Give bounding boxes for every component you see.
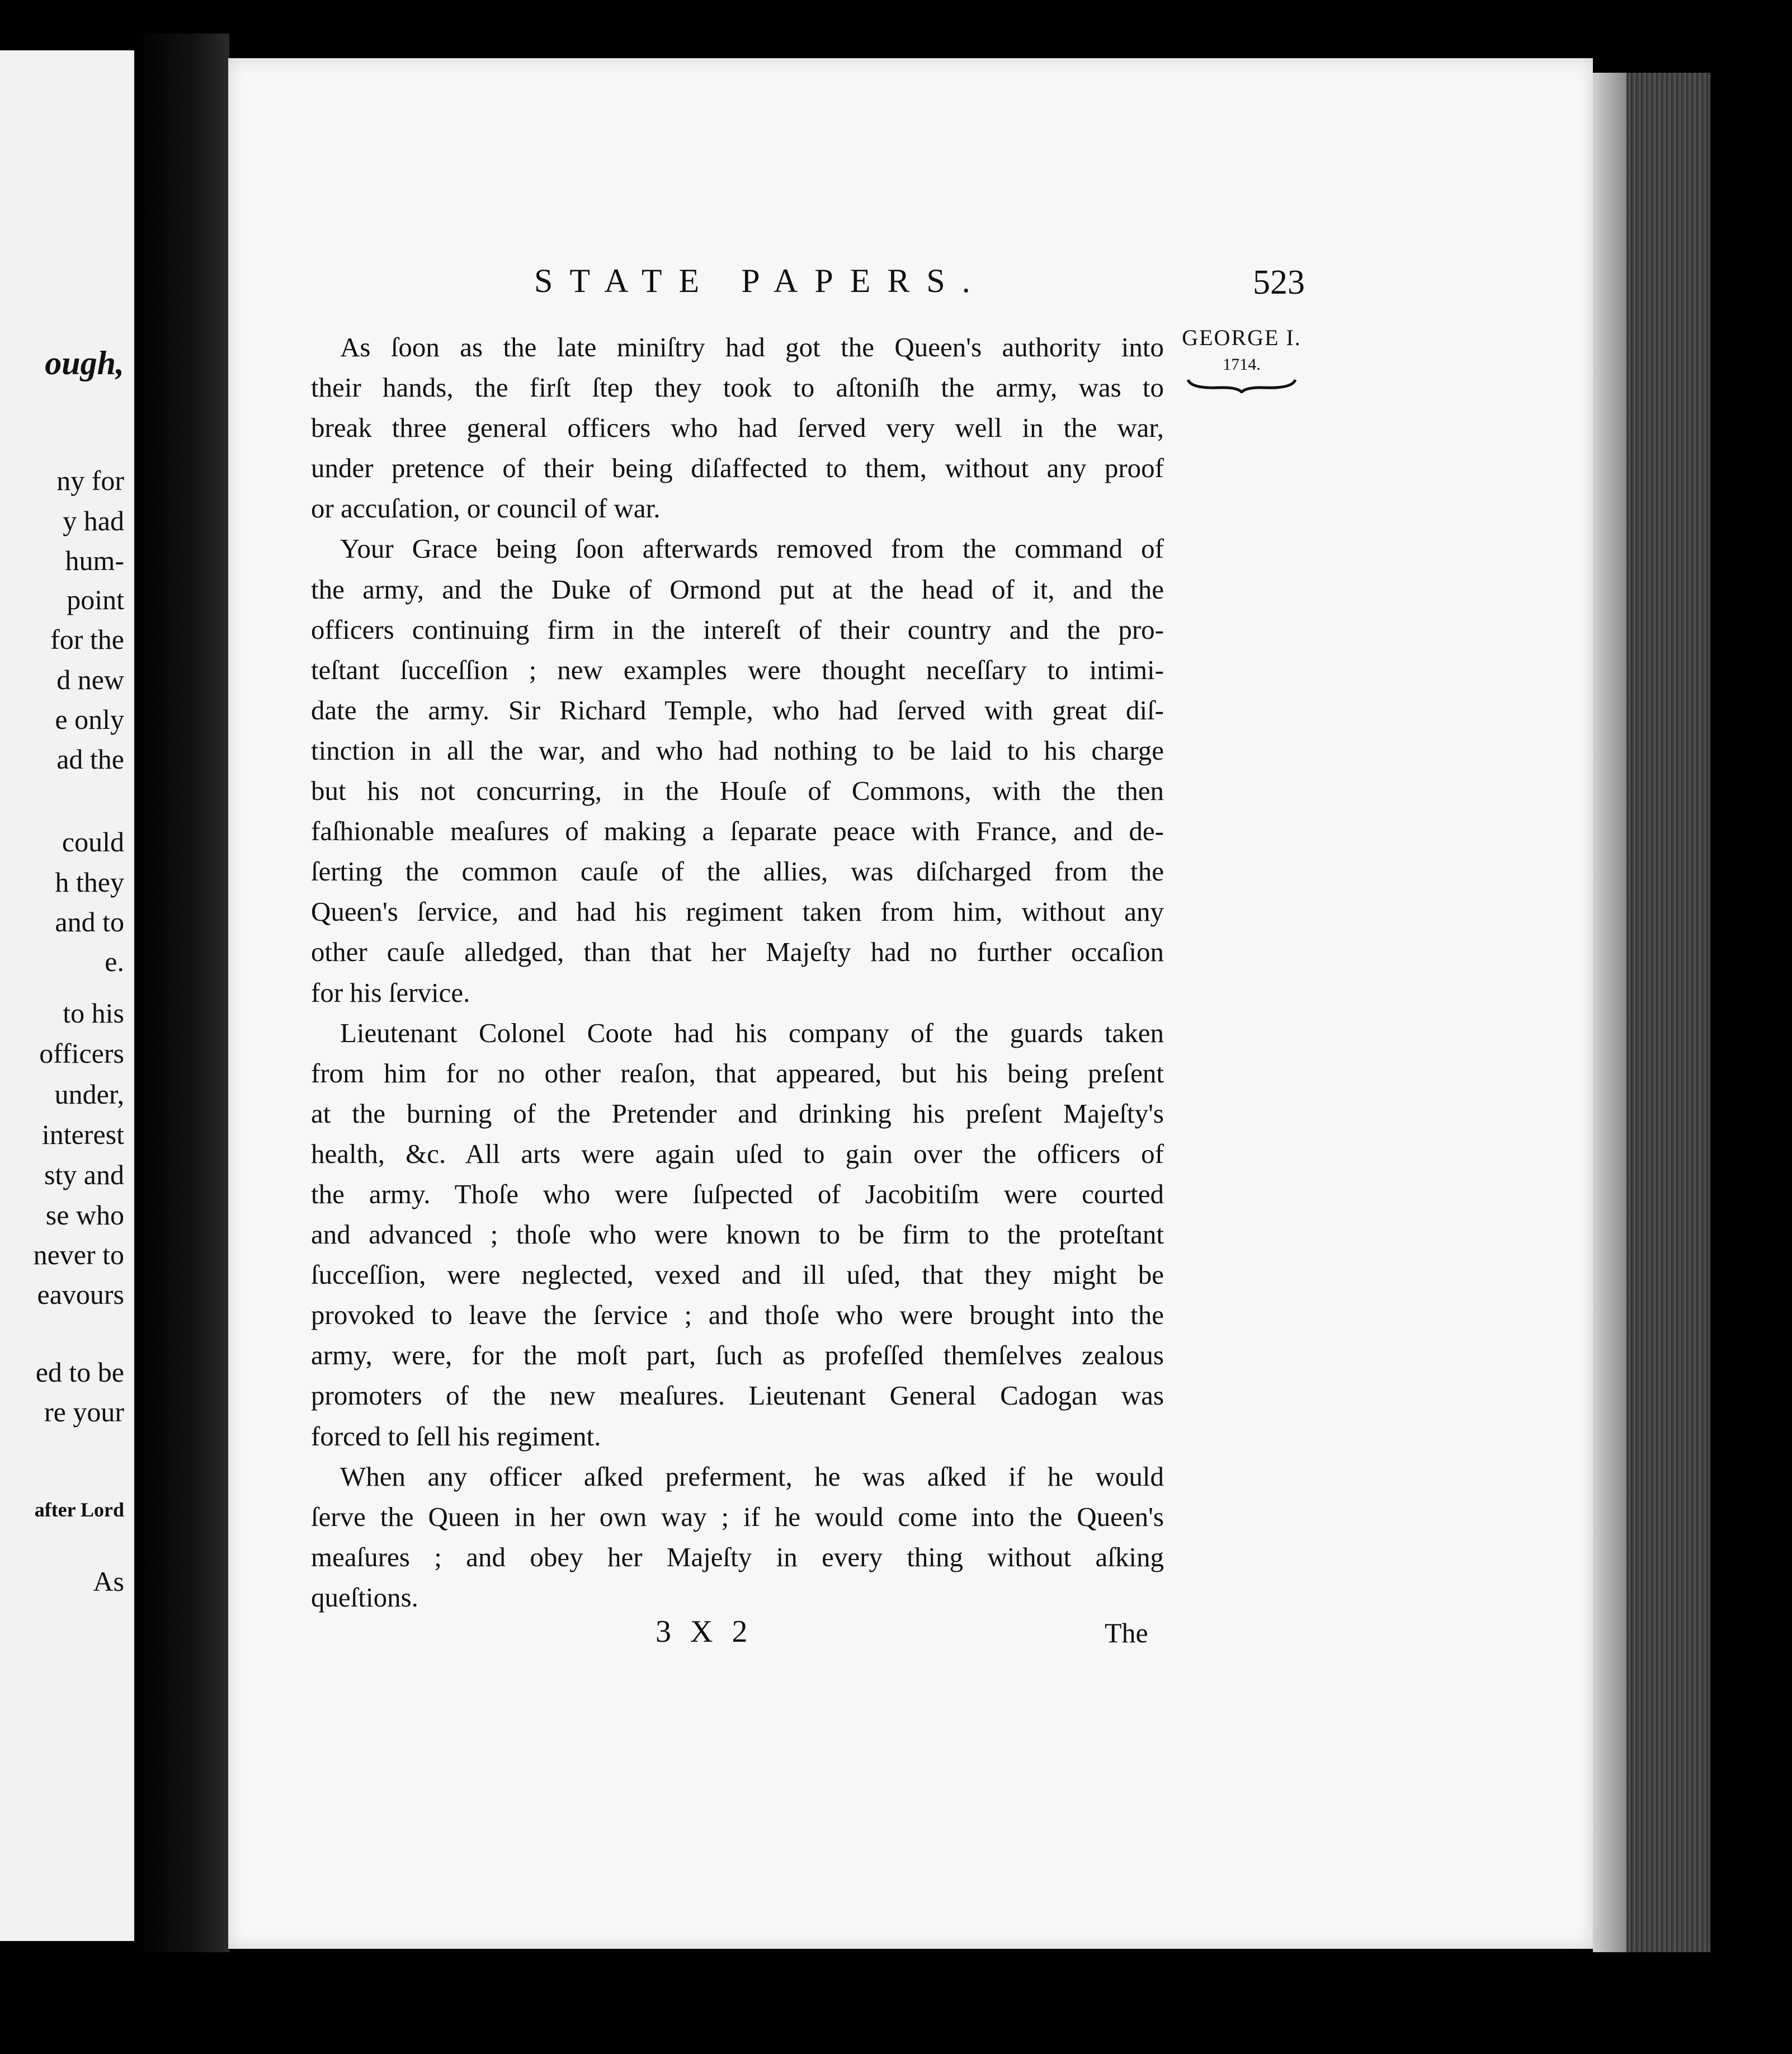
margin-king: GEORGE I. [1182, 325, 1301, 350]
text-line: break three general officers who had ſerved very well in the war, [311, 412, 1164, 444]
running-head: STATE PAPERS. [534, 262, 987, 299]
text-line: date the army. Sir Richard Temple, who had ſerved with great diſ- [311, 694, 1164, 726]
left-page-line: to his [63, 997, 124, 1029]
left-page-line: eavours [37, 1279, 124, 1310]
signature-mark: 3 X 2 [656, 1614, 753, 1649]
body-text [311, 327, 1164, 1618]
left-page-line: ad the [56, 743, 124, 775]
text-line: ſerting the common cauſe of the allies, was diſcharged from the [311, 856, 1164, 887]
left-page-line: d new [56, 664, 124, 695]
text-line: for his ſervice. [311, 977, 470, 1008]
left-page-line: y had [63, 505, 124, 536]
text-line: tinction in all the war, and who had nothing to be laid to his charge [311, 734, 1164, 766]
text-line: forced to ſell his regiment. [311, 1420, 601, 1452]
left-page-line: re your [44, 1396, 124, 1428]
text-line: Your Grace being ſoon afterwards removed from the command of [340, 533, 1164, 564]
left-page-line: under, [54, 1078, 124, 1110]
left-page-line: for the [50, 624, 124, 655]
left-page-line: point [67, 584, 124, 615]
text-line: officers continuing firm in the intereſt of their country and the pro- [311, 614, 1164, 645]
text-line: or accuſation, or council of war. [311, 493, 661, 524]
text-line: their hands, the firſt ſtep they took to aſtoniſh the army, was to [311, 372, 1164, 403]
page-number: 523 [1253, 263, 1305, 301]
text-line: teſtant ſucceſſion ; new examples were thought neceſſary to intimi- [311, 654, 1164, 685]
text-line: the army, and the Duke of Ormond put at the head of it, and the [311, 573, 1164, 605]
left-page-line: e only [55, 704, 124, 735]
text-line: and advanced ; thoſe who were known to be firm to the proteſtant [311, 1219, 1164, 1250]
text-line: queſtions. [311, 1581, 418, 1613]
left-page-line: hum- [65, 545, 124, 576]
text-line: When any officer aſked preferment, he was aſked if he would [340, 1461, 1164, 1492]
margin-note [1177, 324, 1306, 393]
text-line: As ſoon as the late miniſtry had got the Queen's authority into [340, 332, 1164, 362]
left-page-line: e. [105, 946, 124, 977]
text-line: Queen's ſervice, and had his regiment taken from him, without any [311, 896, 1164, 927]
left-page-line: officers [39, 1038, 124, 1069]
catchword: The [1105, 1617, 1148, 1648]
text-line: at the burning of the Pretender and drinking his preſent Majeſty's [311, 1097, 1164, 1129]
text-line: ſucceſſion, were neglected, vexed and ill uſed, that they might be [311, 1259, 1164, 1290]
left-page-line: never to [33, 1239, 124, 1270]
paragraph [311, 1457, 1164, 1618]
left-page-line: after Lord [34, 1499, 124, 1521]
paragraph [311, 1013, 1164, 1457]
paragraph [311, 529, 1164, 1012]
left-page-line: As [93, 1566, 124, 1597]
text-line: health, &c. All arts were again uſed to gain over the officers of [311, 1138, 1164, 1169]
text-line: other cauſe alledged, than that her Majeſty had no further occaſion [311, 936, 1164, 968]
book-gutter [134, 34, 229, 1952]
text-line: meaſures ; and obey her Majeſty in every thing without aſking [311, 1541, 1164, 1572]
previous-page-fragment [0, 50, 134, 1941]
margin-year: 1714. [1223, 355, 1261, 374]
page-edge-highlight [1593, 73, 1626, 1952]
left-page-line: ed to be [35, 1356, 124, 1388]
left-page-line: se who [45, 1199, 124, 1231]
text-line: but his not concurring, in the Houſe of Commons, with the then [311, 775, 1164, 807]
left-page-line: interest [41, 1119, 124, 1150]
paragraph [311, 327, 1164, 529]
left-page-line: sty and [44, 1159, 124, 1190]
text-line: faſhionable meaſures of making a ſeparate peace with France, and de- [311, 816, 1164, 847]
left-page-line: ough, [45, 345, 124, 381]
text-line: promoters of the new meaſures. Lieutenant General Cadogan was [311, 1380, 1164, 1411]
left-page-line: h they [55, 866, 124, 898]
left-page-line: and to [55, 906, 124, 938]
text-line: army, were, for the moſt part, ſuch as profeſſed themſelves zealous [311, 1340, 1164, 1371]
left-page-line: ny for [56, 465, 124, 496]
text-line: from him for no other reaſon, that appeared, but his being preſent [311, 1057, 1164, 1089]
text-line: provoked to leave the ſervice ; and thoſe who were brought into the [311, 1299, 1164, 1331]
text-line: Lieutenant Colonel Coote had his company of the guards taken [340, 1017, 1164, 1048]
text-line: under pretence of their being diſaffected to them, without any proof [311, 453, 1164, 484]
text-line: ſerve the Queen in her own way ; if he would come into the Queen's [311, 1501, 1164, 1532]
margin-brace-ornament [1186, 376, 1298, 393]
left-page-line: could [62, 826, 124, 858]
text-line: the army. Thoſe who were ſuſpected of Jacobitiſm were courted [311, 1178, 1164, 1209]
